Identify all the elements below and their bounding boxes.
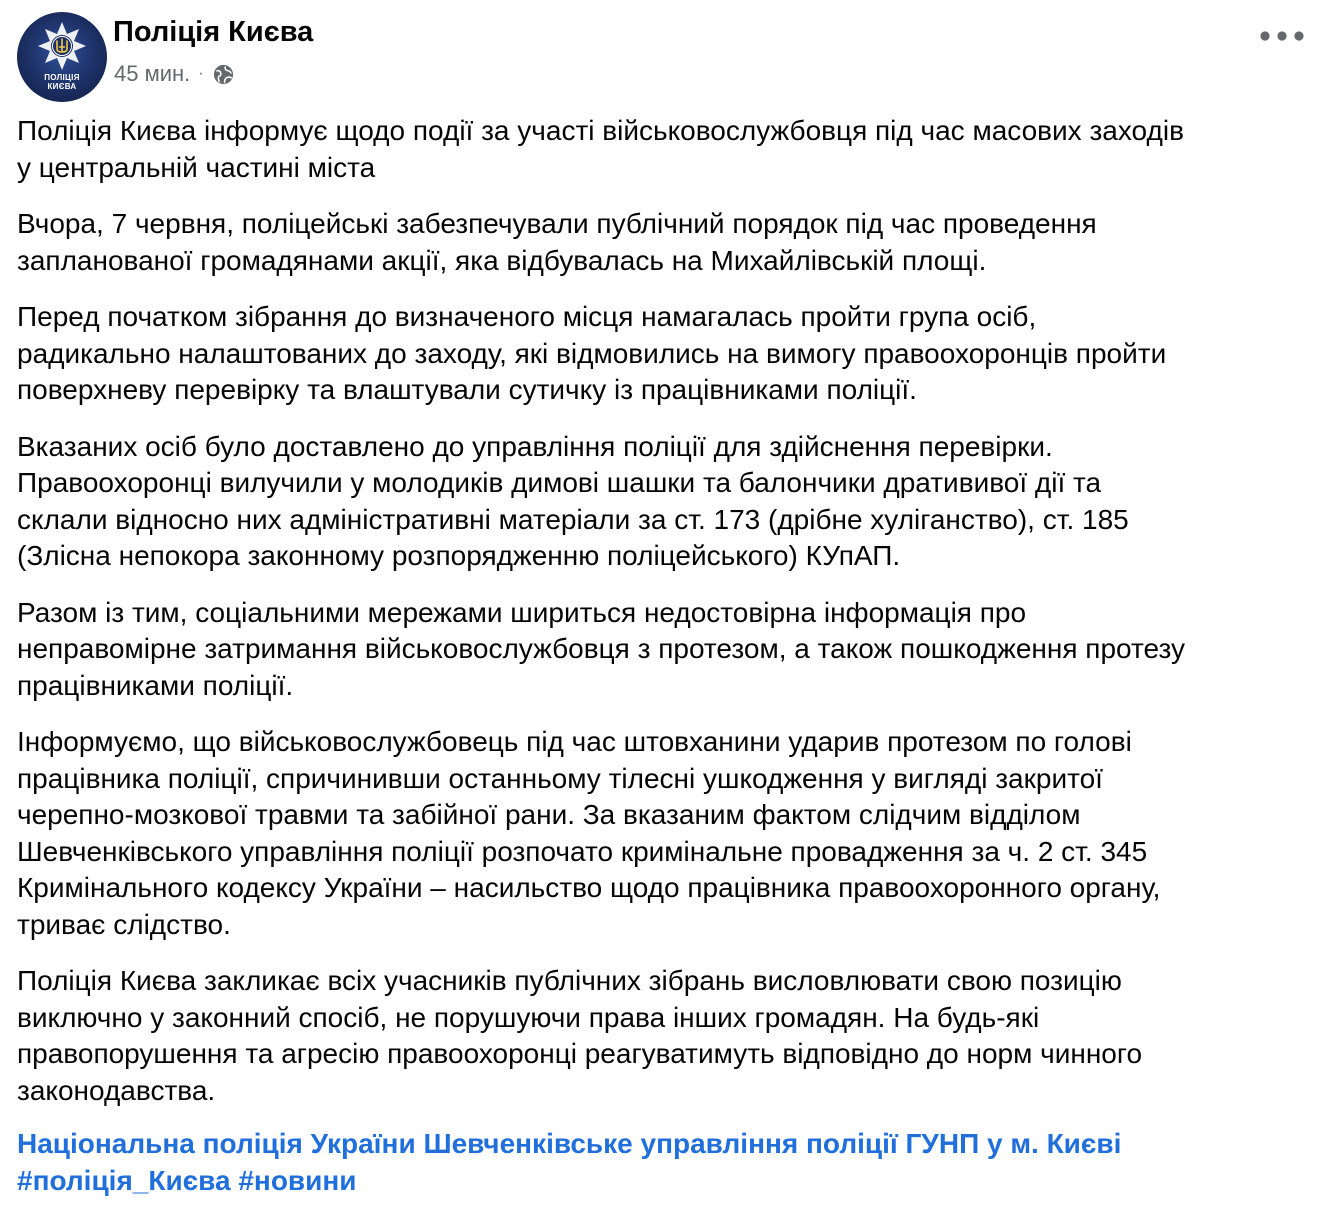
text-line: склали відносно них адміністративні матеріали за ст. 173 (дрібне хуліганство), ст. 185 xyxy=(17,503,1129,535)
text-line: Вказаних осіб було доставлено до управління поліції для здійснення перевірки. xyxy=(17,430,1053,462)
avatar[interactable] xyxy=(17,12,107,102)
avatar-label-line2: КИЄВА xyxy=(47,82,77,91)
text-line: Інформуємо, що військовослужбовець під час штовханини ударив протезом по голові xyxy=(17,726,1132,757)
mentions-row xyxy=(17,1126,1327,1163)
text-line: Поліція Києва закликає всіх учасників публічних зібрань висловлювати свою позицію xyxy=(17,965,1122,996)
globe-icon[interactable] xyxy=(212,63,235,86)
text-line: правопорушення та агресію правоохоронці реагуватимуть відповідно до норм чинного xyxy=(17,1038,1143,1069)
author-name[interactable]: Поліція Києва xyxy=(113,16,314,48)
post-paragraph xyxy=(17,963,1327,1109)
hashtag-link-kyiv-police[interactable]: #поліція_Києва xyxy=(17,1164,231,1196)
post-paragraph xyxy=(17,724,1327,943)
more-horizontal-icon xyxy=(1259,30,1305,42)
avatar-label-line1: ПОЛІЦІЯ xyxy=(44,73,80,82)
hashtag-link-news[interactable]: #новини xyxy=(238,1164,357,1196)
text-line: (Злісна непокора законному розпорядженню поліцейського) КУпАП. xyxy=(17,540,901,571)
post-header xyxy=(17,12,1317,102)
post-paragraph xyxy=(17,206,1327,279)
text-line: Разом із тим, соціальними мережами шириться недостовірна інформація про xyxy=(17,596,1027,628)
text-line: Поліція Києва інформує щодо події за участі військовослужбовця під час масових заходів xyxy=(17,115,1184,146)
post-tags xyxy=(17,1126,1327,1199)
text-line: поверхневу перевірку та влаштували сутичку із працівниками поліції. xyxy=(17,374,917,405)
more-options-button[interactable] xyxy=(1252,14,1312,58)
post-paragraph xyxy=(17,429,1327,575)
text-line: Перед початком зібрання до визначеного місця намагалась пройти група осіб, xyxy=(17,301,1037,332)
post-body xyxy=(17,113,1327,1129)
meta-separator: · xyxy=(198,65,204,82)
text-line: Вчора, 7 червня, поліцейські забезпечували публічний порядок під час проведення xyxy=(17,208,1097,239)
text-line: у центральній частині міста xyxy=(17,151,376,183)
text-line: триває слідство. xyxy=(17,908,231,940)
text-line: запланованої громадянами акції, яка відбувалась на Михайлівській площі. xyxy=(17,244,987,276)
text-line: радикально налаштованих до заходу, які відмовились на вимогу правоохоронців пройти xyxy=(17,337,1167,369)
mention-link-national-police[interactable]: Національна поліція України xyxy=(17,1128,416,1159)
text-line: виключно у законний спосіб, не порушуючи права інших громадян. На будь-які xyxy=(17,1001,1040,1033)
post-paragraph xyxy=(17,113,1327,186)
text-line: Шевченківського управління поліції розпочато кримінальне провадження за ч. 2 ст. 345 xyxy=(17,835,1148,867)
post-meta xyxy=(114,61,235,87)
text-line: Правоохоронці вилучили у молодиків димові шашки та балончики дратививої дії та xyxy=(17,467,1102,498)
mention-link-shevchenkivske-police[interactable]: Шевченківське управління поліції ГУНП у м. Києві xyxy=(423,1128,1122,1159)
text-line: працівниками поліції. xyxy=(17,669,294,701)
text-line: законодавства. xyxy=(17,1074,216,1106)
text-line: працівника поліції, спричинивши останньому тілесні ушкодження у вигляді закритої xyxy=(17,762,1103,794)
text-line: Кримінального кодексу України – насильство щодо працівника правоохоронного органу, xyxy=(17,872,1161,903)
text-line: неправомірне затримання військовослужбовця з протезом, а також пошкодження протезу xyxy=(17,633,1185,664)
hashtags-row xyxy=(17,1163,1327,1200)
post-paragraph xyxy=(17,595,1327,705)
text-line: черепно-мозкової травми та забійної рани. За вказаним фактом слідчим відділом xyxy=(17,799,1081,830)
post-timestamp[interactable]: 45 мин. xyxy=(114,61,191,86)
post-paragraph xyxy=(17,299,1327,409)
